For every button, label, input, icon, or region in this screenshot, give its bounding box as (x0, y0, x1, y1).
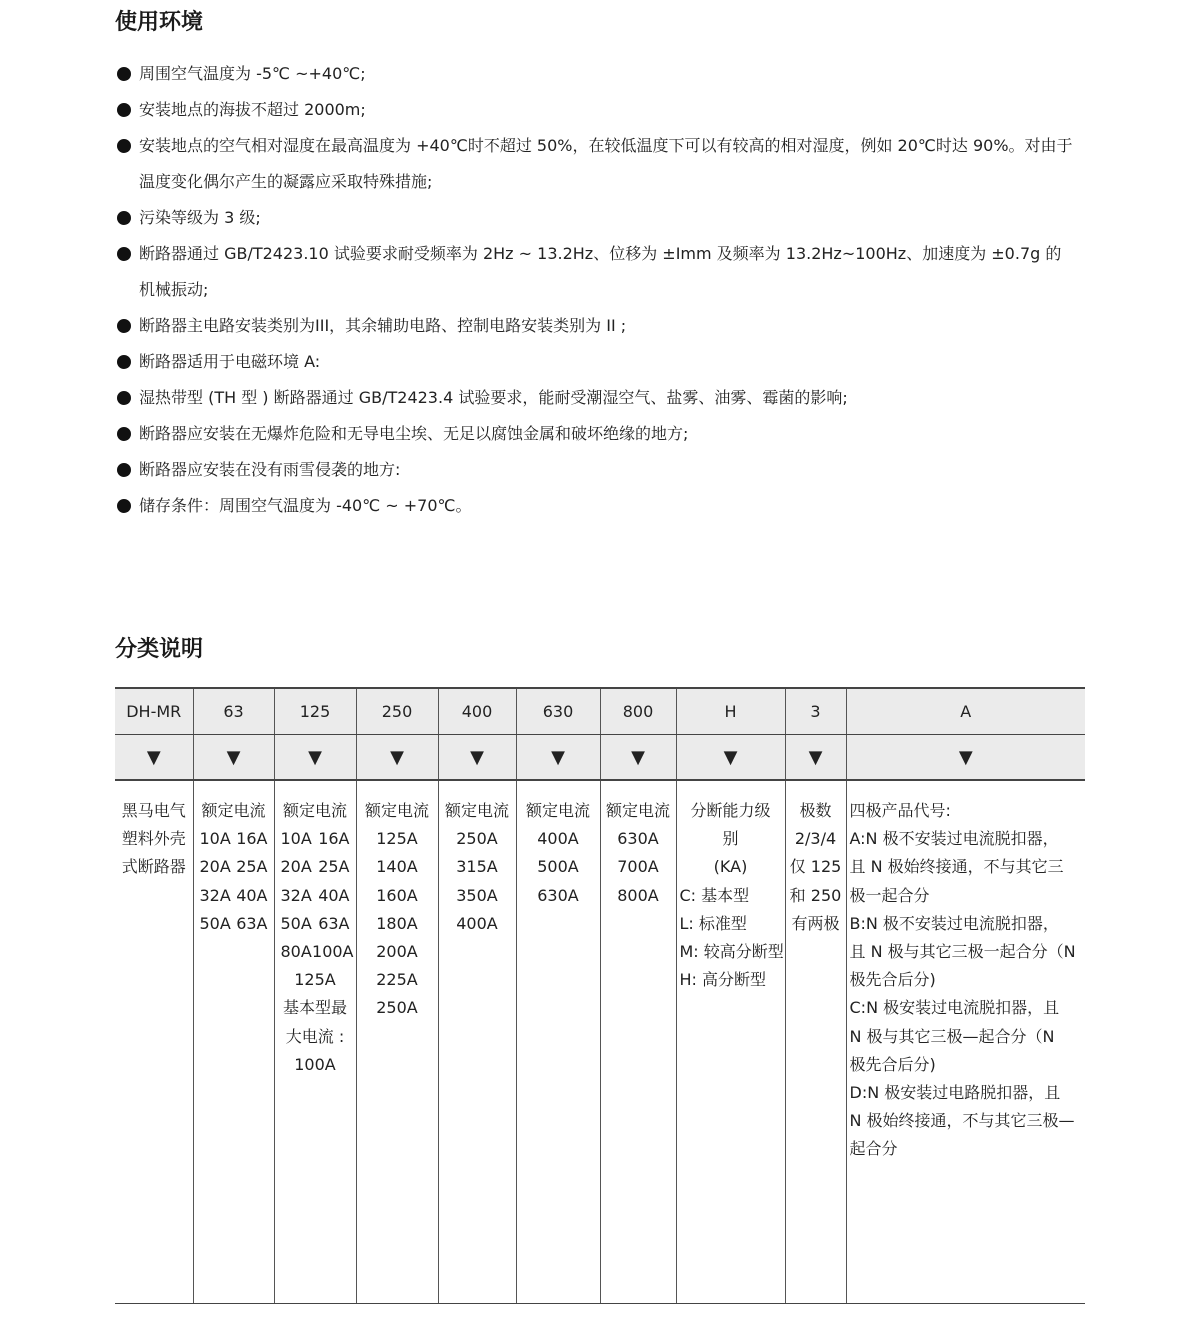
desc-line: 125A (294, 970, 336, 990)
current-value: 25A (318, 857, 350, 877)
desc-line: 且 N 极始终接通，不与其它三 (849, 857, 1064, 877)
list-item (115, 56, 1075, 92)
list-item-text: 断路器通过 GB/T2423.10 试验要求耐受频率为 2Hz ~ 13.2Hz、位移为 ±Imm 及频率为 13.2Hz~100Hz、加速度为 ±0.7g 的机械振动; (139, 244, 1062, 299)
classification-table (115, 687, 1085, 1304)
current-value: 140A (376, 857, 418, 877)
desc-heading: 额定电流 (525, 801, 590, 820)
bullet-icon (117, 499, 131, 513)
desc-cell-250 (356, 780, 438, 1304)
arrow-row (115, 735, 1085, 781)
code-cell-poles: 3 (785, 688, 846, 735)
list-item (115, 344, 1075, 380)
current-value: 630A (537, 885, 579, 905)
arrow-down-icon: ▼ (785, 735, 846, 781)
desc-heading: 额定电流 (201, 801, 266, 820)
desc-heading: 极数 (799, 801, 832, 820)
desc-heading: 额定电流 (364, 801, 429, 820)
desc-line: N 极与其它三极—起合分（N (849, 1026, 1055, 1046)
list-item (115, 128, 1075, 200)
list-item (115, 488, 1075, 524)
bullet-icon (117, 247, 131, 261)
desc-heading: (KA) (713, 857, 748, 877)
current-value: 20A (199, 857, 231, 877)
current-value: 800A (617, 885, 659, 905)
current-value: 32A (199, 885, 231, 905)
list-item-text: 安装地点的空气相对湿度在最高温度为 +40℃时不超过 50%，在较低温度下可以有较高的相对湿度，例如 20℃时达 90%。对由于温度变化偶尔产生的凝露应采取特殊措施; (139, 136, 1073, 191)
list-item (115, 380, 1075, 416)
code-cell-breaking: H (676, 688, 785, 735)
section-title-environment: 使用环境 (115, 10, 204, 35)
desc-heading: 额定电流 (605, 801, 670, 820)
desc-heading: 额定电流 (444, 801, 509, 820)
bullet-icon (117, 67, 131, 81)
arrow-down-icon: ▼ (356, 735, 438, 781)
current-pair (275, 938, 356, 966)
desc-line: 极一起合分 (849, 885, 930, 905)
desc-heading: 额定电流 (282, 801, 347, 820)
arrow-down-icon: ▼ (676, 735, 785, 781)
desc-line: 基本型最 (282, 998, 347, 1018)
desc-cell-poles (785, 780, 846, 1304)
current-value: 315A (456, 857, 498, 877)
desc-heading: 四极产品代号: (849, 801, 951, 820)
desc-line: B:N 极不安装过电流脱扣器， (849, 913, 1059, 933)
list-item-text: 断路器适用于电磁环境 A: (139, 352, 321, 371)
code-cell-125: 125 (274, 688, 356, 735)
current-value: 25A (236, 857, 268, 877)
code-cell-four-pole: A (846, 688, 1085, 735)
list-item-text: 储存条件：周围空气温度为 -40℃ ~ +70℃。 (139, 496, 472, 515)
current-value: 225A (376, 970, 418, 990)
desc-line: A:N 极不安装过电流脱扣器， (849, 829, 1059, 849)
bullet-icon (117, 319, 131, 333)
current-value: 80A (280, 942, 312, 962)
current-value: 200A (376, 942, 418, 962)
code-row (115, 688, 1085, 735)
arrow-down-icon: ▼ (193, 735, 274, 781)
current-value: 500A (537, 857, 579, 877)
bullet-icon (117, 427, 131, 441)
desc-line: D:N 极安装过电路脱扣器，且 (849, 1083, 1061, 1103)
current-value: 250A (376, 998, 418, 1018)
list-item-text: 断路器应安装在没有雨雪侵袭的地方: (139, 460, 401, 479)
description-row (115, 780, 1085, 1304)
list-item (115, 200, 1075, 236)
code-cell-series: DH-MR (115, 688, 193, 735)
environment-list (115, 56, 1075, 524)
current-value: 40A (318, 885, 350, 905)
breaking-type: H: 高分断型 (679, 970, 767, 990)
desc-cell-four-pole (846, 780, 1085, 1304)
desc-line: 黑马电气 (121, 801, 186, 820)
list-item-text: 断路器主电路安装类别为III，其余辅助电路、控制电路安装类别为 II ; (139, 316, 627, 335)
bullet-icon (117, 391, 131, 405)
list-item-text: 断路器应安装在无爆炸危险和无导电尘埃、无足以腐蚀金属和破坏绝缘的地方; (139, 424, 689, 443)
desc-cell-400 (438, 780, 516, 1304)
current-value: 250A (456, 829, 498, 849)
list-item-text: 安装地点的海拔不超过 2000m; (139, 100, 366, 119)
current-pair (275, 825, 356, 853)
desc-line: 仅 125 (789, 857, 842, 877)
desc-line: 起合分 (849, 1139, 898, 1159)
current-pair (194, 853, 274, 881)
list-item-text: 污染等级为 3 级; (139, 208, 261, 227)
breaking-type: L: 标准型 (679, 913, 747, 933)
list-item (115, 452, 1075, 488)
current-value: 16A (236, 829, 268, 849)
desc-cell-630 (516, 780, 600, 1304)
current-value: 400A (537, 829, 579, 849)
desc-line: 有两极 (791, 913, 840, 933)
desc-line: 极先合后分) (849, 970, 936, 990)
current-value: 32A (280, 885, 312, 905)
current-value: 50A (280, 913, 312, 933)
code-cell-630: 630 (516, 688, 600, 735)
desc-line: 塑料外壳 (121, 829, 186, 849)
current-value: 400A (456, 913, 498, 933)
current-pair (275, 853, 356, 881)
code-cell-250: 250 (356, 688, 438, 735)
current-pair (194, 825, 274, 853)
arrow-down-icon: ▼ (846, 735, 1085, 781)
current-pair (194, 882, 274, 910)
desc-cell-breaking (676, 780, 785, 1304)
list-item-text: 湿热带型 (TH 型 ) 断路器通过 GB/T2423.4 试验要求，能耐受潮湿空气、盐雾、油雾、霉菌的影响; (139, 388, 848, 407)
current-value: 40A (236, 885, 268, 905)
current-value: 10A (280, 829, 312, 849)
section-title-classification: 分类说明 (115, 637, 204, 662)
desc-line: C:N 极安装过电流脱扣器，且 (849, 998, 1060, 1018)
desc-line: 极先合后分) (849, 1054, 936, 1074)
current-value: 16A (318, 829, 350, 849)
current-value: 63A (318, 913, 350, 933)
current-pair (275, 910, 356, 938)
list-item-text: 周围空气温度为 -5℃ ~+40℃; (139, 64, 366, 83)
current-value: 125A (376, 829, 418, 849)
arrow-down-icon: ▼ (438, 735, 516, 781)
current-value: 50A (199, 913, 231, 933)
current-value: 20A (280, 857, 312, 877)
bullet-icon (117, 103, 131, 117)
desc-line: 和 250 (789, 885, 842, 905)
desc-heading: 别 (722, 829, 739, 849)
desc-heading: 分断能力级 (690, 801, 771, 820)
current-pair (194, 910, 274, 938)
breaking-type: C: 基本型 (679, 885, 750, 905)
desc-cell-800 (600, 780, 676, 1304)
current-value: 63A (236, 913, 268, 933)
bullet-icon (117, 463, 131, 477)
arrow-down-icon: ▼ (274, 735, 356, 781)
bullet-icon (117, 211, 131, 225)
desc-cell-product (115, 780, 193, 1304)
current-value: 630A (617, 829, 659, 849)
breaking-type: M: 较高分断型 (679, 942, 784, 962)
code-cell-800: 800 (600, 688, 676, 735)
current-value: 160A (376, 885, 418, 905)
current-value: 180A (376, 913, 418, 933)
current-value: 10A (199, 829, 231, 849)
desc-line: N 极始终接通，不与其它三极— (849, 1111, 1075, 1131)
list-item (115, 308, 1075, 344)
bullet-icon (117, 139, 131, 153)
arrow-down-icon: ▼ (115, 735, 193, 781)
list-item (115, 416, 1075, 452)
current-value: 100A (312, 942, 354, 962)
desc-line: 大电流 : (285, 1026, 345, 1046)
arrow-down-icon: ▼ (600, 735, 676, 781)
list-item (115, 92, 1075, 128)
desc-line: 式断路器 (121, 857, 186, 877)
bullet-icon (117, 355, 131, 369)
code-cell-63: 63 (193, 688, 274, 735)
current-value: 700A (617, 857, 659, 877)
desc-cell-125 (274, 780, 356, 1304)
desc-cell-63 (193, 780, 274, 1304)
current-pair (275, 882, 356, 910)
desc-line: 且 N 极与其它三极一起合分（N (849, 942, 1076, 962)
arrow-down-icon: ▼ (516, 735, 600, 781)
current-value: 350A (456, 885, 498, 905)
code-cell-400: 400 (438, 688, 516, 735)
desc-line: 100A (294, 1054, 336, 1074)
list-item (115, 236, 1075, 308)
desc-line: 2/3/4 (794, 829, 837, 849)
